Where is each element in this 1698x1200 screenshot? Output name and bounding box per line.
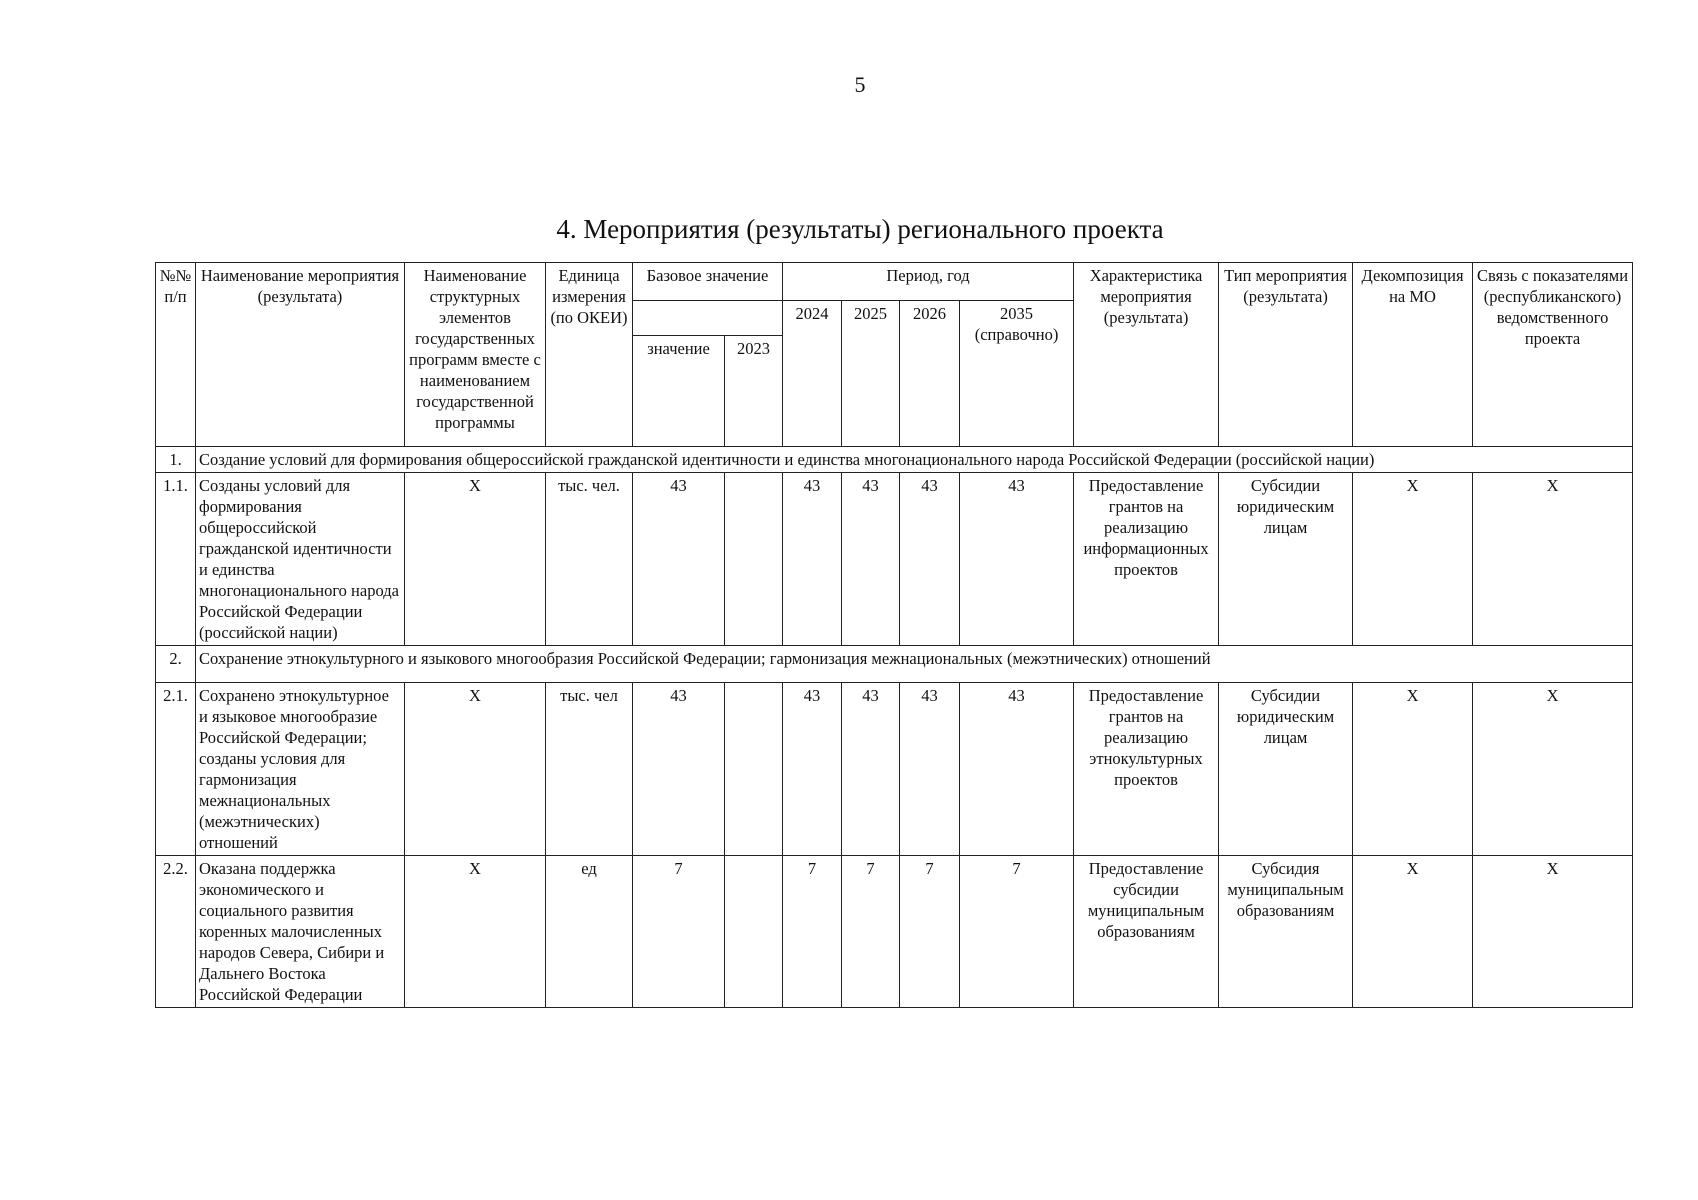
row-base-year: [725, 856, 783, 1008]
page-number: 5: [854, 72, 866, 97]
header-num: №№ п/п: [156, 263, 196, 447]
row-type: Субсидии юридическим лицам: [1219, 683, 1353, 856]
row-base-value: 43: [633, 683, 725, 856]
row-base-value: 43: [633, 473, 725, 646]
row-num: 1.1.: [156, 473, 196, 646]
row-2026: 7: [900, 856, 960, 1008]
row-link: X: [1473, 683, 1633, 856]
row-decomposition: X: [1353, 856, 1473, 1008]
row-characteristic: Предоставление субсидии муниципальным образованиям: [1074, 856, 1219, 1008]
row-2035: 7: [960, 856, 1074, 1008]
row-decomposition: X: [1353, 473, 1473, 646]
row-num: 2.1.: [156, 683, 196, 856]
section-num: 2.: [156, 646, 196, 683]
row-link: X: [1473, 473, 1633, 646]
table-row: [156, 683, 1633, 856]
row-num: 2.2.: [156, 856, 196, 1008]
row-characteristic: Предоставление грантов на реализацию этнокультурных проектов: [1074, 683, 1219, 856]
row-link: X: [1473, 856, 1633, 1008]
section-title: Создание условий для формирования общероссийской гражданской идентичности и единства многонационального народа Российской Федерации (российской нации): [196, 447, 1633, 473]
header-name: Наименование мероприятия (результата): [196, 263, 405, 447]
header-decomposition: Декомпозиция на МО: [1353, 263, 1473, 447]
row-2024: 7: [783, 856, 842, 1008]
row-structural: X: [405, 473, 546, 646]
header-type: Тип мероприятия (результата): [1219, 263, 1353, 447]
header-unit: Единица измерения (по ОКЕИ): [546, 263, 633, 447]
section-title: Сохранение этнокультурного и языкового многообразия Российской Федерации; гармонизация межнациональных (межэтнических) отношений: [196, 646, 1633, 683]
row-name: Созданы условий для формирования общероссийской гражданской идентичности и единства многонационального народа Российской Федерации (российской нации): [196, 473, 405, 646]
row-2025: 43: [842, 473, 900, 646]
section-row: [156, 447, 1633, 473]
row-2025: 43: [842, 683, 900, 856]
table-row: [156, 473, 1633, 646]
row-2026: 43: [900, 473, 960, 646]
header-structural: Наименование структурных элементов государственных программ вместе с наименованием государственной программы: [405, 263, 546, 447]
row-name: Сохранено этнокультурное и языковое многообразие Российской Федерации; созданы условия для гармонизация межнациональных (межэтнических) отношений: [196, 683, 405, 856]
row-2024: 43: [783, 473, 842, 646]
header-base-year: 2023: [725, 336, 783, 447]
header-base-value: значение: [633, 336, 725, 447]
row-decomposition: X: [1353, 683, 1473, 856]
header-base: Базовое значение: [633, 263, 783, 301]
row-characteristic: Предоставление грантов на реализацию информационных проектов: [1074, 473, 1219, 646]
row-base-year: [725, 473, 783, 646]
header-row: [156, 263, 1633, 301]
header-year-2025: 2025: [842, 301, 900, 447]
row-name: Оказана поддержка экономического и социального развития коренных малочисленных народов Севера, Сибири и Дальнего Востока Российской Федерации: [196, 856, 405, 1008]
row-unit: тыс. чел: [546, 683, 633, 856]
row-structural: X: [405, 683, 546, 856]
row-type: Субсидия муниципальным образованиям: [1219, 856, 1353, 1008]
header-year-2024: 2024: [783, 301, 842, 447]
header-link: Связь с показателями (республиканского) ведомственного проекта: [1473, 263, 1633, 447]
row-base-year: [725, 683, 783, 856]
row-unit: тыс. чел.: [546, 473, 633, 646]
row-2035: 43: [960, 473, 1074, 646]
header-base-spacer: [633, 301, 783, 336]
row-base-value: 7: [633, 856, 725, 1008]
row-2024: 43: [783, 683, 842, 856]
row-2035: 43: [960, 683, 1074, 856]
row-2025: 7: [842, 856, 900, 1008]
row-structural: X: [405, 856, 546, 1008]
row-unit: ед: [546, 856, 633, 1008]
row-2026: 43: [900, 683, 960, 856]
events-table: [155, 262, 1633, 1008]
header-period: Период, год: [783, 263, 1074, 301]
row-type: Субсидии юридическим лицам: [1219, 473, 1353, 646]
section-row: [156, 646, 1633, 683]
document-title: 4. Мероприятия (результаты) регионального проекта: [556, 214, 1164, 244]
header-characteristic: Характеристика мероприятия (результата): [1074, 263, 1219, 447]
section-num: 1.: [156, 447, 196, 473]
header-year-2035: 2035 (справочно): [960, 301, 1074, 447]
header-year-2026: 2026: [900, 301, 960, 447]
table-row: [156, 856, 1633, 1008]
